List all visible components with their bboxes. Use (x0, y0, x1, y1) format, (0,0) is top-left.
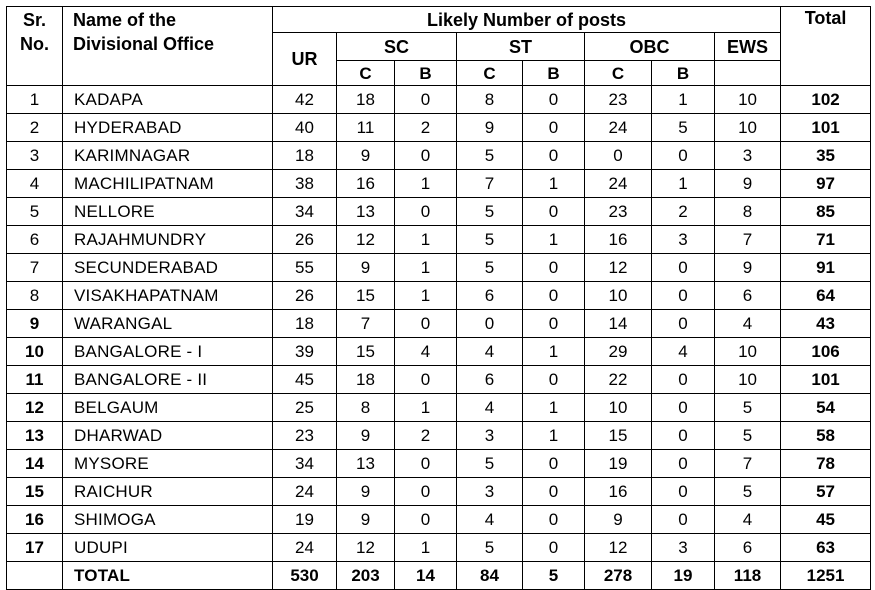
obc-c-cell: 23 (585, 198, 652, 226)
obc-c-cell: 29 (585, 338, 652, 366)
obc-c-cell: 16 (585, 226, 652, 254)
sc-b-cell: 2 (395, 422, 457, 450)
obc-c-cell: 10 (585, 282, 652, 310)
table-row (7, 86, 871, 114)
sc-c-cell: 15 (337, 338, 395, 366)
office-name: MACHILIPATNAM (63, 170, 273, 198)
ews-header: EWS (715, 33, 781, 61)
sc-c-cell: 9 (337, 506, 395, 534)
total-cell: 64 (781, 282, 871, 310)
total-row (7, 562, 871, 590)
st-b-cell: 0 (523, 114, 585, 142)
ews-cell: 7 (715, 450, 781, 478)
sc-c-cell: 9 (337, 142, 395, 170)
sr-cell: 12 (7, 394, 63, 422)
ur-cell: 40 (273, 114, 337, 142)
sc-c-cell: 13 (337, 450, 395, 478)
office-name: BANGALORE - II (63, 366, 273, 394)
ews-cell: 6 (715, 282, 781, 310)
ews-cell: 5 (715, 394, 781, 422)
total-ur: 530 (273, 562, 337, 590)
posts-table (6, 6, 871, 590)
table-row (7, 282, 871, 310)
obc-c-header: C (585, 61, 652, 86)
sc-b-cell: 0 (395, 198, 457, 226)
obc-c-cell: 24 (585, 114, 652, 142)
sr-cell: 10 (7, 338, 63, 366)
office-name: UDUPI (63, 534, 273, 562)
ur-cell: 39 (273, 338, 337, 366)
office-name: SECUNDERABAD (63, 254, 273, 282)
ur-cell: 26 (273, 282, 337, 310)
ur-cell: 24 (273, 534, 337, 562)
st-b-cell: 1 (523, 422, 585, 450)
obc-b-cell: 0 (652, 142, 715, 170)
sc-b-cell: 0 (395, 450, 457, 478)
st-c-cell: 3 (457, 478, 523, 506)
sc-b-cell: 1 (395, 254, 457, 282)
total-sc-c: 203 (337, 562, 395, 590)
obc-b-cell: 3 (652, 226, 715, 254)
sc-b-cell: 1 (395, 534, 457, 562)
sr-cell: 13 (7, 422, 63, 450)
total-cell: 43 (781, 310, 871, 338)
obc-b-cell: 5 (652, 114, 715, 142)
sc-b-cell: 1 (395, 282, 457, 310)
st-b-cell: 0 (523, 450, 585, 478)
st-c-cell: 3 (457, 422, 523, 450)
obc-b-cell: 0 (652, 282, 715, 310)
table-header (7, 7, 871, 86)
obc-b-cell: 0 (652, 394, 715, 422)
table-row (7, 226, 871, 254)
table-row (7, 366, 871, 394)
st-c-cell: 5 (457, 450, 523, 478)
total-cell: 57 (781, 478, 871, 506)
ews-cell: 10 (715, 114, 781, 142)
st-c-cell: 6 (457, 366, 523, 394)
sc-c-cell: 9 (337, 254, 395, 282)
sc-c-header: C (337, 61, 395, 86)
ews-cell: 5 (715, 478, 781, 506)
total-obc-c: 278 (585, 562, 652, 590)
ews-cell: 3 (715, 142, 781, 170)
sr-cell: 2 (7, 114, 63, 142)
obc-b-cell: 4 (652, 338, 715, 366)
office-name: SHIMOGA (63, 506, 273, 534)
obc-header: OBC (585, 33, 715, 61)
office-name: VISAKHAPATNAM (63, 282, 273, 310)
total-st-c: 84 (457, 562, 523, 590)
sc-c-cell: 11 (337, 114, 395, 142)
table-row (7, 142, 871, 170)
total-cell: 101 (781, 366, 871, 394)
office-name: DHARWAD (63, 422, 273, 450)
sr-cell: 9 (7, 310, 63, 338)
sr-cell: 14 (7, 450, 63, 478)
ur-cell: 38 (273, 170, 337, 198)
total-cell: 71 (781, 226, 871, 254)
table-row (7, 506, 871, 534)
sc-c-cell: 8 (337, 394, 395, 422)
sc-b-cell: 0 (395, 506, 457, 534)
st-b-cell: 1 (523, 170, 585, 198)
ews-cell: 4 (715, 310, 781, 338)
sr-cell: 8 (7, 282, 63, 310)
sc-b-cell: 0 (395, 86, 457, 114)
ur-cell: 18 (273, 142, 337, 170)
st-c-cell: 7 (457, 170, 523, 198)
total-cell: 101 (781, 114, 871, 142)
sc-c-cell: 16 (337, 170, 395, 198)
obc-b-cell: 0 (652, 478, 715, 506)
st-b-cell: 0 (523, 310, 585, 338)
st-b-cell: 0 (523, 86, 585, 114)
sc-b-cell: 0 (395, 366, 457, 394)
st-b-cell: 0 (523, 366, 585, 394)
st-c-cell: 5 (457, 254, 523, 282)
st-b-cell: 0 (523, 282, 585, 310)
total-cell: 45 (781, 506, 871, 534)
likely-posts-header: Likely Number of posts (273, 7, 781, 33)
total-cell: 78 (781, 450, 871, 478)
sc-b-cell: 1 (395, 226, 457, 254)
total-cell: 63 (781, 534, 871, 562)
ur-cell: 55 (273, 254, 337, 282)
ews-cell: 5 (715, 422, 781, 450)
table-row (7, 534, 871, 562)
sc-b-cell: 2 (395, 114, 457, 142)
sc-b-cell: 1 (395, 170, 457, 198)
st-b-header: B (523, 61, 585, 86)
table-body (7, 86, 871, 590)
sc-c-cell: 9 (337, 422, 395, 450)
total-header: Total (781, 7, 871, 86)
sc-b-cell: 0 (395, 310, 457, 338)
st-b-cell: 0 (523, 506, 585, 534)
total-cell: 35 (781, 142, 871, 170)
ews-cell: 10 (715, 366, 781, 394)
obc-b-cell: 0 (652, 506, 715, 534)
table-row (7, 450, 871, 478)
sc-b-cell: 0 (395, 142, 457, 170)
st-c-cell: 4 (457, 394, 523, 422)
total-grand: 1251 (781, 562, 871, 590)
st-b-cell: 0 (523, 534, 585, 562)
office-name: MYSORE (63, 450, 273, 478)
st-c-cell: 0 (457, 310, 523, 338)
office-name: KADAPA (63, 86, 273, 114)
office-name: NELLORE (63, 198, 273, 226)
sc-c-cell: 18 (337, 86, 395, 114)
st-c-header: C (457, 61, 523, 86)
sc-b-cell: 1 (395, 394, 457, 422)
st-c-cell: 4 (457, 338, 523, 366)
ur-cell: 42 (273, 86, 337, 114)
sr-cell: 15 (7, 478, 63, 506)
obc-c-cell: 14 (585, 310, 652, 338)
sc-c-cell: 18 (337, 366, 395, 394)
ur-cell: 45 (273, 366, 337, 394)
st-b-cell: 0 (523, 478, 585, 506)
sc-b-cell: 4 (395, 338, 457, 366)
ur-cell: 34 (273, 198, 337, 226)
st-c-cell: 5 (457, 534, 523, 562)
sr-cell: 5 (7, 198, 63, 226)
sr-cell: 16 (7, 506, 63, 534)
obc-b-cell: 3 (652, 534, 715, 562)
ews-cell: 6 (715, 534, 781, 562)
office-name: RAICHUR (63, 478, 273, 506)
sc-b-cell: 0 (395, 478, 457, 506)
ews-cell: 4 (715, 506, 781, 534)
sc-c-cell: 12 (337, 534, 395, 562)
obc-c-cell: 12 (585, 534, 652, 562)
obc-b-cell: 0 (652, 310, 715, 338)
total-row-label: TOTAL (63, 562, 273, 590)
ur-cell: 24 (273, 478, 337, 506)
sc-c-cell: 7 (337, 310, 395, 338)
st-b-cell: 0 (523, 142, 585, 170)
ur-cell: 26 (273, 226, 337, 254)
obc-c-cell: 15 (585, 422, 652, 450)
obc-b-cell: 1 (652, 86, 715, 114)
table-row (7, 422, 871, 450)
obc-c-cell: 0 (585, 142, 652, 170)
total-ews: 118 (715, 562, 781, 590)
sr-cell: 17 (7, 534, 63, 562)
sr-cell: 1 (7, 86, 63, 114)
total-cell: 85 (781, 198, 871, 226)
ews-cell: 8 (715, 198, 781, 226)
sc-c-cell: 9 (337, 478, 395, 506)
ews-cell: 10 (715, 86, 781, 114)
st-b-cell: 0 (523, 254, 585, 282)
ur-header: UR (273, 33, 337, 86)
table-row (7, 170, 871, 198)
ews-cell: 9 (715, 170, 781, 198)
table-row (7, 114, 871, 142)
st-b-cell: 0 (523, 198, 585, 226)
st-c-cell: 5 (457, 226, 523, 254)
obc-b-header: B (652, 61, 715, 86)
total-obc-b: 19 (652, 562, 715, 590)
table-row (7, 198, 871, 226)
office-name: HYDERABAD (63, 114, 273, 142)
obc-b-cell: 0 (652, 366, 715, 394)
ews-cell: 10 (715, 338, 781, 366)
ews-cell: 7 (715, 226, 781, 254)
table-row (7, 310, 871, 338)
obc-c-cell: 19 (585, 450, 652, 478)
table-row (7, 338, 871, 366)
office-name: BELGAUM (63, 394, 273, 422)
total-sc-b: 14 (395, 562, 457, 590)
sc-header: SC (337, 33, 457, 61)
office-name: BANGALORE - I (63, 338, 273, 366)
obc-b-cell: 0 (652, 254, 715, 282)
table-row (7, 254, 871, 282)
obc-b-cell: 1 (652, 170, 715, 198)
sc-c-cell: 13 (337, 198, 395, 226)
total-cell: 97 (781, 170, 871, 198)
st-c-cell: 6 (457, 282, 523, 310)
st-b-cell: 1 (523, 338, 585, 366)
ews-blank-header (715, 61, 781, 86)
total-st-b: 5 (523, 562, 585, 590)
ur-cell: 23 (273, 422, 337, 450)
office-name: RAJAHMUNDRY (63, 226, 273, 254)
obc-b-cell: 2 (652, 198, 715, 226)
table-row (7, 478, 871, 506)
st-c-cell: 8 (457, 86, 523, 114)
st-c-cell: 5 (457, 198, 523, 226)
obc-c-cell: 23 (585, 86, 652, 114)
st-c-cell: 4 (457, 506, 523, 534)
sr-cell: 7 (7, 254, 63, 282)
total-cell: 106 (781, 338, 871, 366)
sc-c-cell: 15 (337, 282, 395, 310)
total-cell: 58 (781, 422, 871, 450)
st-c-cell: 9 (457, 114, 523, 142)
obc-b-cell: 0 (652, 422, 715, 450)
divisional-office-header: Name of the Divisional Office (63, 7, 273, 86)
sc-b-header: B (395, 61, 457, 86)
sr-cell: 6 (7, 226, 63, 254)
obc-c-cell: 16 (585, 478, 652, 506)
sr-cell: 4 (7, 170, 63, 198)
st-b-cell: 1 (523, 226, 585, 254)
sr-no-header: Sr. No. (7, 7, 63, 86)
obc-c-cell: 10 (585, 394, 652, 422)
obc-c-cell: 9 (585, 506, 652, 534)
sc-c-cell: 12 (337, 226, 395, 254)
sr-cell: 3 (7, 142, 63, 170)
ur-cell: 19 (273, 506, 337, 534)
total-cell: 54 (781, 394, 871, 422)
office-name: WARANGAL (63, 310, 273, 338)
obc-c-cell: 12 (585, 254, 652, 282)
ur-cell: 25 (273, 394, 337, 422)
obc-b-cell: 0 (652, 450, 715, 478)
ur-cell: 34 (273, 450, 337, 478)
total-cell: 91 (781, 254, 871, 282)
st-c-cell: 5 (457, 142, 523, 170)
total-row-sr (7, 562, 63, 590)
st-header: ST (457, 33, 585, 61)
table-row (7, 394, 871, 422)
ews-cell: 9 (715, 254, 781, 282)
ur-cell: 18 (273, 310, 337, 338)
total-cell: 102 (781, 86, 871, 114)
sr-cell: 11 (7, 366, 63, 394)
obc-c-cell: 24 (585, 170, 652, 198)
obc-c-cell: 22 (585, 366, 652, 394)
st-b-cell: 1 (523, 394, 585, 422)
office-name: KARIMNAGAR (63, 142, 273, 170)
